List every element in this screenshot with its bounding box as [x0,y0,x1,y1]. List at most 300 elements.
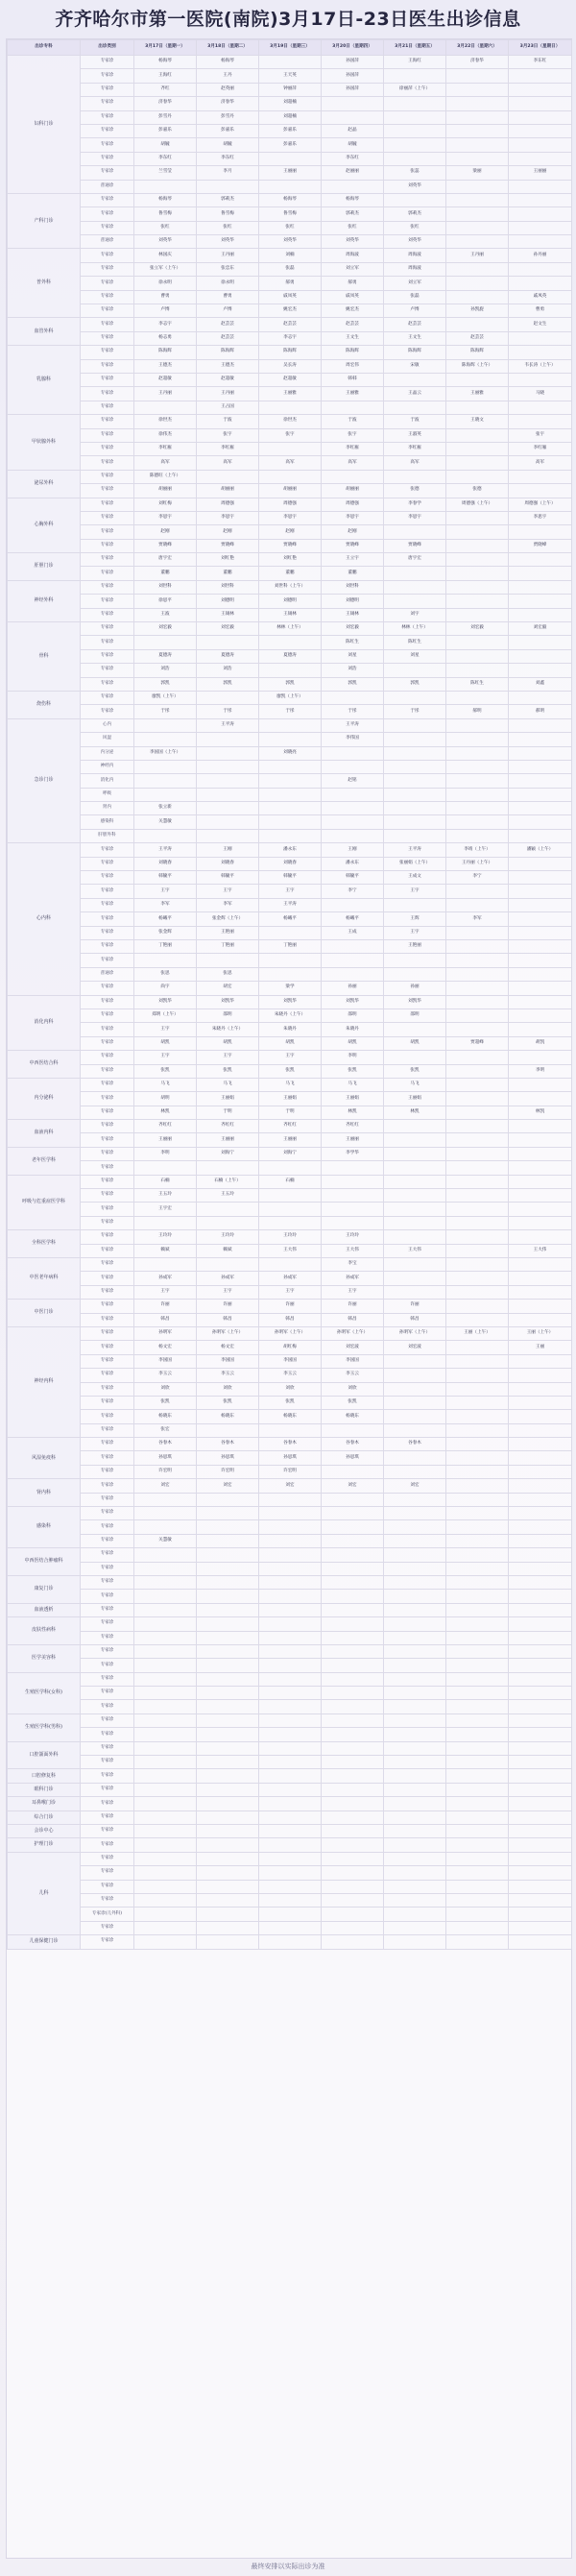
doctor-cell: 王丽娟 [259,1092,322,1106]
table-row [8,1769,572,1783]
doctor-cell [509,1631,572,1644]
doctor-cell: 刘英华 [322,235,384,249]
dept-cell: 神经外科 [8,580,81,621]
dept-cell: 产科门诊 [8,193,81,249]
doctor-cell: 胡红梅 [259,1341,322,1354]
doctor-cell [509,553,572,567]
table-row [8,318,572,331]
doctor-cell: 杨海琴 [259,193,322,207]
doctor-cell: 赵超敏 [197,373,259,386]
doctor-cell: 郭莉杰 [197,193,259,207]
doctor-cell [446,1728,509,1741]
table-row [8,484,572,498]
doctor-cell: 彭雪丹 [197,110,259,124]
clinic-type-cell: 专家诊 [81,428,134,442]
doctor-cell [509,262,572,276]
clinic-type-cell: 专家诊 [81,359,134,373]
doctor-cell [259,1935,322,1949]
doctor-cell: 郝勇 [322,277,384,290]
doctor-cell [446,1935,509,1949]
clinic-type-cell: 专家诊 [81,1396,134,1409]
doctor-cell [509,152,572,165]
table-row [8,871,572,885]
clinic-type-cell: 专家诊 [81,539,134,552]
doctor-cell [446,511,509,524]
doctor-cell [446,1797,509,1810]
table-row [8,815,572,829]
table-row [8,56,572,69]
doctor-cell: 张红 [134,221,197,234]
doctor-cell [322,1216,384,1229]
doctor-cell [259,1189,322,1203]
doctor-cell: 高军 [384,456,446,470]
doctor-cell: 曹勇 [197,290,259,304]
doctor-cell [322,1631,384,1644]
doctor-cell: 王平涛 [259,898,322,911]
doctor-cell: 马晓 [509,387,572,401]
doctor-cell: 徐永明 [197,277,259,290]
table-row [8,1852,572,1865]
doctor-cell [134,1700,197,1713]
doctor-cell: 王占国 [197,401,259,414]
doctor-cell [197,470,259,483]
doctor-cell [384,1672,446,1686]
doctor-cell: 张宇 [322,428,384,442]
doctor-cell: 许丽 [259,1300,322,1313]
doctor-cell: 王文生 [384,331,446,345]
clinic-type-cell: 专家诊 [81,1423,134,1437]
doctor-cell: 贾超峰 [446,1036,509,1050]
doctor-cell: 王丽（上午） [509,1326,572,1340]
table-row [8,1659,572,1672]
dept-cell: 中医老年病科 [8,1257,81,1299]
table-row [8,636,572,649]
table-row [8,249,572,262]
doctor-cell [384,1189,446,1203]
doctor-cell [509,1852,572,1865]
table-row [8,802,572,815]
doctor-cell [509,1410,572,1423]
clinic-type-cell: 神经内 [81,760,134,773]
doctor-cell [384,1396,446,1409]
doctor-cell [384,1410,446,1423]
doctor-cell: 郭凯 [384,677,446,691]
doctor-cell: 朱晓丹 [259,1023,322,1036]
table-row [8,1672,572,1686]
clinic-type-cell: 专家诊 [81,622,134,636]
doctor-cell [509,1575,572,1589]
clinic-type-cell: 专家诊 [81,1520,134,1534]
doctor-cell: 张红 [384,221,446,234]
doctor-cell: 赵芸芸 [259,318,322,331]
doctor-cell [509,1644,572,1658]
doctor-cell [446,1285,509,1299]
table-row [8,1451,572,1465]
doctor-cell [446,1534,509,1547]
doctor-cell: 王宇 [197,885,259,898]
doctor-cell: 鲁雪梅 [259,207,322,221]
doctor-cell [384,1203,446,1216]
doctor-cell [446,1189,509,1203]
doctor-cell [322,1741,384,1755]
doctor-cell [322,1756,384,1769]
doctor-cell [446,1257,509,1271]
clinic-type-cell: 专家诊 [81,926,134,939]
doctor-cell [322,1507,384,1520]
doctor-cell: 周德强 [259,498,322,511]
doctor-cell [322,1838,384,1852]
doctor-cell [197,829,259,842]
table-row [8,221,572,234]
doctor-cell [446,1479,509,1493]
doctor-cell [259,56,322,69]
doctor-cell [384,1617,446,1631]
doctor-cell: 刘宏毅 [509,622,572,636]
doctor-cell: 张德 [446,484,509,498]
doctor-cell: 王海红 [384,56,446,69]
doctor-cell [134,1935,197,1949]
doctor-cell [384,1520,446,1534]
doctor-cell [446,802,509,815]
doctor-cell: 高军 [197,456,259,470]
doctor-cell [322,1810,384,1824]
doctor-cell: 廖凯（上午） [134,691,197,704]
doctor-cell [197,1423,259,1437]
doctor-cell: 李学华 [322,1147,384,1160]
table-row [8,470,572,483]
doctor-cell [384,1810,446,1824]
doctor-cell [322,1175,384,1188]
doctor-cell [509,1659,572,1672]
doctor-cell: 王宇 [259,1051,322,1064]
doctor-cell [384,1825,446,1838]
doctor-cell [259,1700,322,1713]
clinic-type-cell: 专家诊 [81,387,134,401]
dept-cell: 耳鼻喉门诊 [8,1797,81,1810]
doctor-cell [384,595,446,608]
doctor-cell: 梁学 [259,982,322,995]
doctor-cell [446,525,509,539]
doctor-cell [197,1852,259,1865]
table-row [8,110,572,124]
doctor-cell: 林凯 [509,1106,572,1119]
doctor-cell [384,1023,446,1036]
doctor-cell [322,940,384,954]
doctor-cell: 刘宏 [322,1479,384,1493]
table-row [8,1382,572,1396]
table-row [8,1880,572,1893]
doctor-cell: 王宇 [259,1285,322,1299]
dept-cell: 眼科门诊 [8,1783,81,1796]
doctor-cell [322,1687,384,1700]
doctor-cell: 韦长涛（上午） [509,359,572,373]
doctor-cell [509,885,572,898]
doctor-cell [259,1507,322,1520]
dept-cell: 骨科 [8,622,81,692]
doctor-cell: 韩昌 [384,1313,446,1326]
doctor-cell: 刘星 [322,649,384,663]
doctor-cell [134,1493,197,1506]
doctor-cell: 赵超敏 [134,373,197,386]
doctor-cell: 胡丽丽 [259,484,322,498]
doctor-cell [446,83,509,96]
doctor-cell: 王宇 [134,1023,197,1036]
doctor-cell [134,1257,197,1271]
doctor-cell [134,636,197,649]
doctor-cell [259,180,322,193]
doctor-cell [509,180,572,193]
doctor-cell: 彭嘉乐 [259,124,322,137]
doctor-cell: 郑明（上午） [134,1009,197,1022]
clinic-type-cell: 专家诊 [81,1493,134,1506]
doctor-cell [322,1935,384,1949]
doctor-cell: 杨晓东 [259,1410,322,1423]
doctor-cell [134,1617,197,1631]
doctor-cell: 彭雪丹 [134,110,197,124]
doctor-cell: 赵芸芸 [197,318,259,331]
doctor-cell [384,1493,446,1506]
doctor-cell [134,1659,197,1672]
doctor-cell: 王丽雅 [446,387,509,401]
table-row [8,580,572,594]
doctor-cell [259,470,322,483]
doctor-cell [384,1783,446,1796]
doctor-cell [446,1465,509,1478]
doctor-cell: 王丹丽 [134,387,197,401]
doctor-cell: 胡凯 [197,1036,259,1050]
doctor-cell: 王海红 [134,69,197,83]
doctor-cell: 刘凯华 [197,995,259,1009]
doctor-cell [197,1562,259,1575]
doctor-cell: 刘宏 [384,1479,446,1493]
doctor-cell: 刘宏 [197,1479,259,1493]
doctor-cell [259,1783,322,1796]
doctor-cell: 刘宏波 [322,1341,384,1354]
doctor-cell [259,1534,322,1547]
doctor-cell: 廖凯（上午） [259,691,322,704]
doctor-cell [197,788,259,801]
doctor-cell: 赵芸芸 [446,331,509,345]
doctor-cell: 于明 [197,1106,259,1119]
doctor-cell [134,401,197,414]
doctor-cell [509,1687,572,1700]
doctor-cell [446,967,509,981]
clinic-type-cell: 专家诊 [81,511,134,524]
header-day-5: 3月21日（星期五） [384,40,446,56]
doctor-cell: 王立宇 [322,553,384,567]
doctor-cell [384,1741,446,1755]
doctor-cell: 李国国 [197,1354,259,1368]
doctor-cell: 刘海宁 [259,1147,322,1160]
doctor-cell [197,1590,259,1603]
schedule-table [7,39,572,1950]
doctor-cell [446,788,509,801]
doctor-cell: 孙成军 [197,1272,259,1285]
table-row [8,1175,572,1188]
doctor-cell: 周海波 [384,262,446,276]
clinic-type-cell: 专家诊 [81,1713,134,1727]
doctor-cell: 王宇 [134,1051,197,1064]
doctor-cell: 胡明 [134,1092,197,1106]
doctor-cell [446,1562,509,1575]
doctor-cell [446,1838,509,1852]
clinic-type-cell: 专家诊 [81,843,134,857]
clinic-type-cell: 专家诊 [81,1189,134,1203]
doctor-cell: 张磊 [259,262,322,276]
doctor-cell [134,1921,197,1934]
doctor-cell [446,1354,509,1368]
doctor-cell [322,1203,384,1216]
doctor-cell [322,1493,384,1506]
doctor-cell: 许丽 [197,1300,259,1313]
doctor-cell: 王宇 [197,1285,259,1299]
dept-cell: 口腔修复科 [8,1769,81,1783]
table-row [8,982,572,995]
doctor-cell: 许宏明 [259,1465,322,1478]
doctor-cell [509,912,572,926]
doctor-cell: 李玉云 [134,1369,197,1382]
doctor-cell [197,1575,259,1589]
doctor-cell [259,1548,322,1562]
doctor-cell: 赵刚 [259,525,322,539]
doctor-cell [446,718,509,732]
doctor-cell [197,1921,259,1934]
doctor-cell [509,1078,572,1091]
table-row [8,525,572,539]
doctor-cell: 陈德旺（上午） [134,470,197,483]
doctor-cell: 唐宇宏 [134,553,197,567]
doctor-cell [446,1369,509,1382]
clinic-type-cell: 专家诊 [81,401,134,414]
doctor-cell [134,1908,197,1921]
doctor-cell [509,401,572,414]
header-day-2: 3月18日（星期二） [197,40,259,56]
table-row [8,387,572,401]
table-row [8,1023,572,1036]
table-row [8,1410,572,1423]
doctor-cell [446,207,509,221]
doctor-cell: 潘颖（上午） [509,843,572,857]
doctor-cell: 鲁雪梅 [197,207,259,221]
doctor-cell: 王丹丽 [446,249,509,262]
doctor-cell [197,1161,259,1175]
doctor-cell: 刘凯华 [322,995,384,1009]
table-row [8,1893,572,1907]
table-header-row [8,40,572,56]
doctor-cell [384,967,446,981]
page-title: 齐齐哈尔市第一医院(南院)3月17日-23日医生出诊信息 [55,9,521,30]
doctor-cell [509,1023,572,1036]
doctor-cell: 赵晶 [322,124,384,137]
doctor-cell [446,691,509,704]
doctor-cell [446,1051,509,1064]
table-row [8,1369,572,1382]
doctor-cell: 张红 [322,221,384,234]
doctor-cell: 赵文生 [509,318,572,331]
doctor-cell: 张立军（上午） [134,262,197,276]
doctor-cell: 王平涛 [322,718,384,732]
doctor-cell: 王五玲 [197,1189,259,1203]
doctor-cell: 李玉云 [259,1369,322,1382]
doctor-cell: 张磊 [384,290,446,304]
clinic-type-cell: 肝胆外科 [81,829,134,842]
table-row [8,331,572,345]
doctor-cell: 李红雁 [322,442,384,455]
doctor-cell [134,1672,197,1686]
doctor-cell: 孙国萍 [322,83,384,96]
doctor-cell: 姚宏杰 [322,304,384,318]
dept-cell: 全科医学科 [8,1230,81,1258]
doctor-cell: 张凯 [322,1396,384,1409]
doctor-cell: 齐红红 [134,1120,197,1133]
doctor-cell: 王丽（上午） [446,1326,509,1340]
doctor-cell: 赵芸芸 [322,318,384,331]
clinic-type-cell: 专家诊 [81,1852,134,1865]
doctor-cell: 郭凯 [322,677,384,691]
doctor-cell [446,180,509,193]
doctor-cell: 周德强（上午） [509,498,572,511]
doctor-cell: 赖斌 [197,1244,259,1257]
doctor-cell [322,1672,384,1686]
doctor-cell [322,898,384,911]
doctor-cell [446,456,509,470]
clinic-type-cell: 专家诊 [81,857,134,870]
doctor-cell [509,649,572,663]
doctor-cell: 王晓文 [446,415,509,428]
doctor-cell: 韩昌 [322,1313,384,1326]
clinic-type-cell: 肾内 [81,802,134,815]
doctor-cell [197,1644,259,1658]
dept-cell: 中西医结合科 [8,1051,81,1079]
clinic-type-cell: 专家诊 [81,373,134,386]
doctor-cell: 于彤 [322,705,384,718]
doctor-cell [446,1064,509,1078]
doctor-cell: 王艳丽 [197,926,259,939]
doctor-cell [322,788,384,801]
dept-cell: 泌尿外科 [8,470,81,498]
doctor-cell: 刘晓春 [134,857,197,870]
doctor-cell: 周海波 [322,249,384,262]
table-row [8,1423,572,1437]
doctor-cell: 邵明 [322,1009,384,1022]
doctor-cell [446,1741,509,1755]
doctor-cell: 孙成军 [322,1272,384,1285]
doctor-cell: 杨晓东 [197,1410,259,1423]
table-row [8,1700,572,1713]
doctor-cell: 林凯 [384,1106,446,1119]
doctor-cell: 王辉 [384,912,446,926]
table-row [8,995,572,1009]
doctor-cell [446,193,509,207]
dept-cell: 普外科 [8,249,81,318]
table-row [8,1590,572,1603]
doctor-cell: 董鹏 [197,567,259,580]
doctor-cell: 董鹏 [259,567,322,580]
dept-cell: 甲状腺外科 [8,415,81,471]
doctor-cell [509,1825,572,1838]
doctor-cell: 李月 [197,166,259,180]
doctor-cell: 王丹 [197,69,259,83]
doctor-cell: 韩昌 [134,1313,197,1326]
doctor-cell [134,1507,197,1520]
doctor-cell [509,1161,572,1175]
doctor-cell: 王玲玲 [259,1230,322,1244]
doctor-cell [446,138,509,152]
doctor-cell [322,1575,384,1589]
table-row [8,498,572,511]
doctor-cell [322,760,384,773]
doctor-cell [509,774,572,788]
